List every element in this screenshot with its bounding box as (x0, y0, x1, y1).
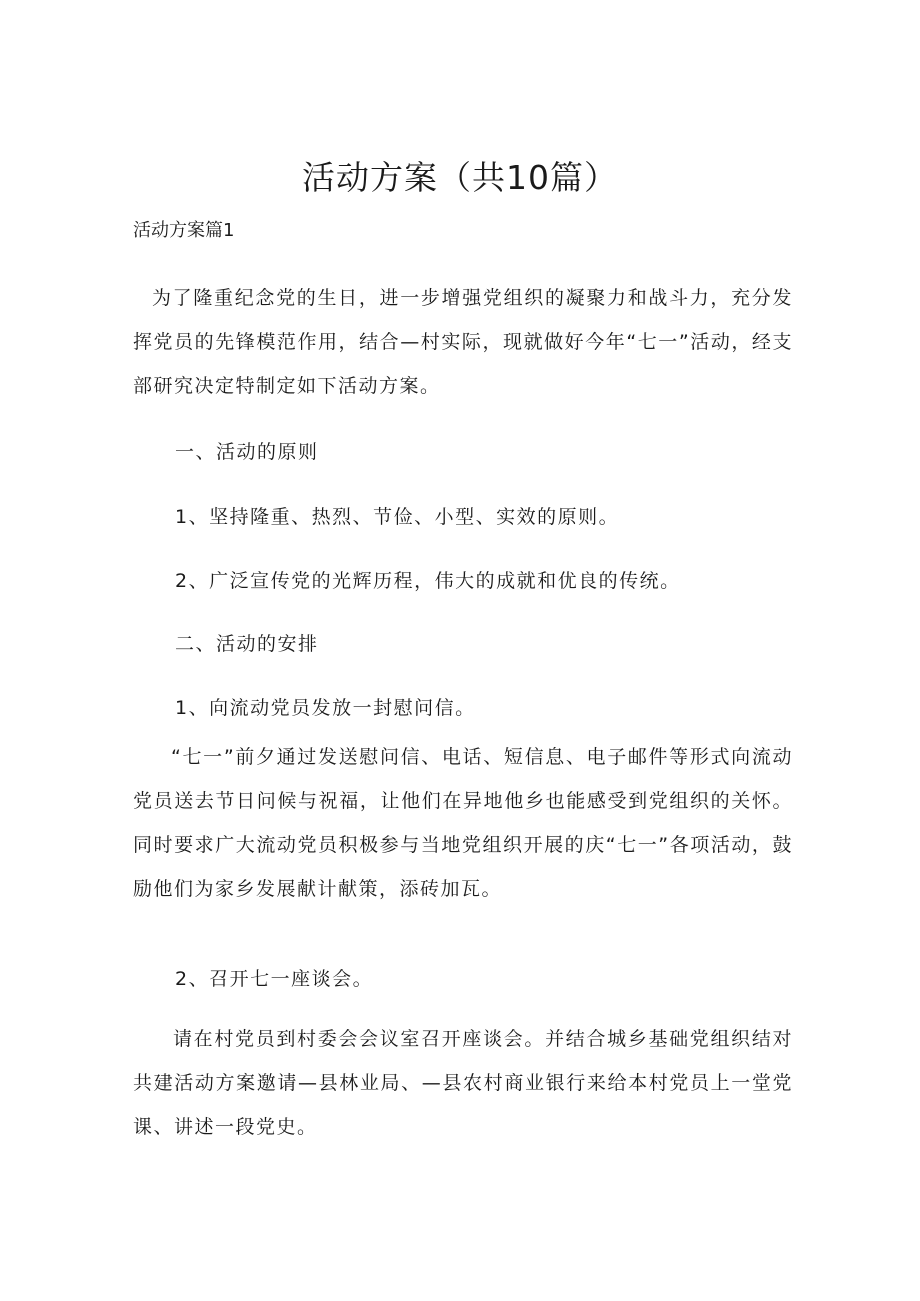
arrangement-1-paragraph: “七一”前夕通过发送慰问信、电话、短信息、电子邮件等形式向流动党员送去节日问候与祝福，让他们在异地他乡也能感受到党组织的关怀。同时要求广大流动党员积极参与当地党组织开展的庆“七一”各项活动，鼓励他们为家乡发展献计献策，添砖加瓦。 (133, 746, 793, 900)
principle-item-2: 2、广泛宣传党的光辉历程，伟大的成就和优良的传统。 (175, 570, 681, 592)
heading-principles: 一、活动的原则 (175, 441, 319, 463)
arrangement-2-paragraph: 请在村党员到村委会会议室召开座谈会。并结合城乡基础党组织结对共建活动方案邀请—县林业局、—县农村商业银行来给本村党员上一堂党课、讲述一段党史。 (133, 1028, 793, 1138)
arrangement-item-1: 1、向流动党员发放一封慰问信。 (175, 697, 476, 719)
arrangement-item-2: 2、召开七一座谈会。 (175, 968, 374, 990)
document-title: 活动方案（共10篇） (302, 158, 618, 197)
heading-arrangements: 二、活动的安排 (175, 633, 319, 655)
section-subtitle: 活动方案篇1 (133, 220, 235, 241)
intro-paragraph: 为了隆重纪念党的生日，进一步增强党组织的凝聚力和战斗力，充分发挥党员的先锋模范作用，结合—村实际，现就做好今年“七一”活动，经支部研究决定特制定如下活动方案。 (133, 287, 793, 397)
principle-item-1: 1、坚持隆重、热烈、节俭、小型、实效的原则。 (175, 506, 620, 528)
